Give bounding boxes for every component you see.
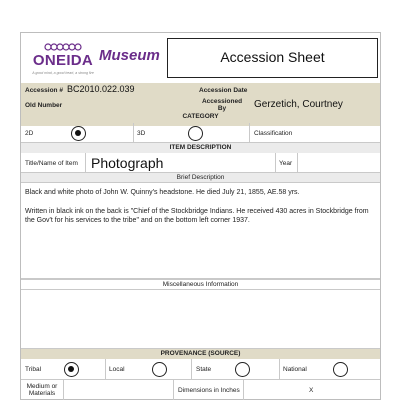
- classification-field[interactable]: [311, 127, 376, 139]
- dimensions-width-field[interactable]: [247, 384, 307, 396]
- provenance-tribal-label: Tribal: [25, 366, 42, 373]
- misc-info-field[interactable]: [21, 290, 380, 349]
- misc-info-label: Miscellaneous Information: [162, 281, 239, 288]
- year-field[interactable]: [301, 157, 376, 169]
- accessioned-by-field[interactable]: Gerzetich, Courtney: [254, 99, 343, 110]
- option-3d-label: 3D: [137, 130, 146, 137]
- title-label: Title/Name of Item: [25, 160, 78, 167]
- old-number-label: Old Number: [25, 102, 63, 109]
- item-description-heading: ITEM DESCRIPTION: [169, 144, 232, 151]
- dimensions-separator: X: [309, 387, 314, 394]
- title-row: [21, 153, 380, 173]
- accession-number-field[interactable]: BC2010.022.039: [67, 84, 135, 94]
- provenance-state-label: State: [196, 366, 212, 373]
- medium-field[interactable]: [67, 384, 167, 396]
- medium-dimensions-row: [21, 380, 380, 400]
- old-number-field[interactable]: [67, 99, 187, 110]
- accession-date-label: Accession Date: [199, 87, 248, 94]
- provenance-national-radio[interactable]: [333, 362, 348, 377]
- title-field[interactable]: Photograph: [91, 155, 164, 171]
- accession-number-label: Accession #: [25, 87, 63, 94]
- accession-date-field[interactable]: [255, 84, 375, 95]
- option-3d-radio[interactable]: [188, 126, 203, 141]
- provenance-local-radio[interactable]: [152, 362, 167, 377]
- provenance-row: [21, 359, 380, 380]
- brief-description-paragraph-2: Written in black ink on the back is "Chief of the Stockbridge Indians. He received 430 acres in Stockbridge from the Gov't for his services to the tribe" and on the bottom left corner 1937.: [25, 208, 369, 224]
- brief-description-field[interactable]: [21, 183, 380, 279]
- classification-label: Classification: [254, 130, 293, 137]
- brief-description-label: Brief Description: [176, 174, 225, 181]
- logo-tagline: A good mind, a good heart, a strong fire: [32, 71, 94, 75]
- accessioned-by-label: Accessioned By: [201, 98, 243, 112]
- option-2d-label: 2D: [25, 130, 34, 137]
- provenance-local-label: Local: [109, 366, 125, 373]
- accession-sheet: [20, 32, 381, 400]
- logo-text: ONEIDA: [32, 52, 94, 69]
- category-heading: CATEGORY: [182, 113, 219, 120]
- brief-description-paragraph-1: Black and white photo of John W. Quinny's headstone. He died July 21, 1855, AE.58 yrs.: [25, 189, 300, 196]
- oneida-logo: [27, 41, 99, 81]
- year-label: Year: [279, 160, 293, 167]
- medium-label: Medium or Materials: [26, 383, 58, 397]
- museum-label: Museum: [99, 47, 160, 64]
- option-2d-radio[interactable]: [71, 126, 86, 141]
- dimensions-height-field[interactable]: [317, 384, 377, 396]
- provenance-tribal-radio[interactable]: [64, 362, 79, 377]
- sheet-title: Accession Sheet: [167, 38, 378, 78]
- sheet-header: [21, 33, 380, 83]
- provenance-national-label: National: [283, 366, 307, 373]
- category-row: [21, 123, 380, 143]
- provenance-state-radio[interactable]: [235, 362, 250, 377]
- provenance-heading: PROVENANCE (SOURCE): [160, 350, 241, 357]
- dimensions-label: Dimensions in Inches: [178, 387, 240, 394]
